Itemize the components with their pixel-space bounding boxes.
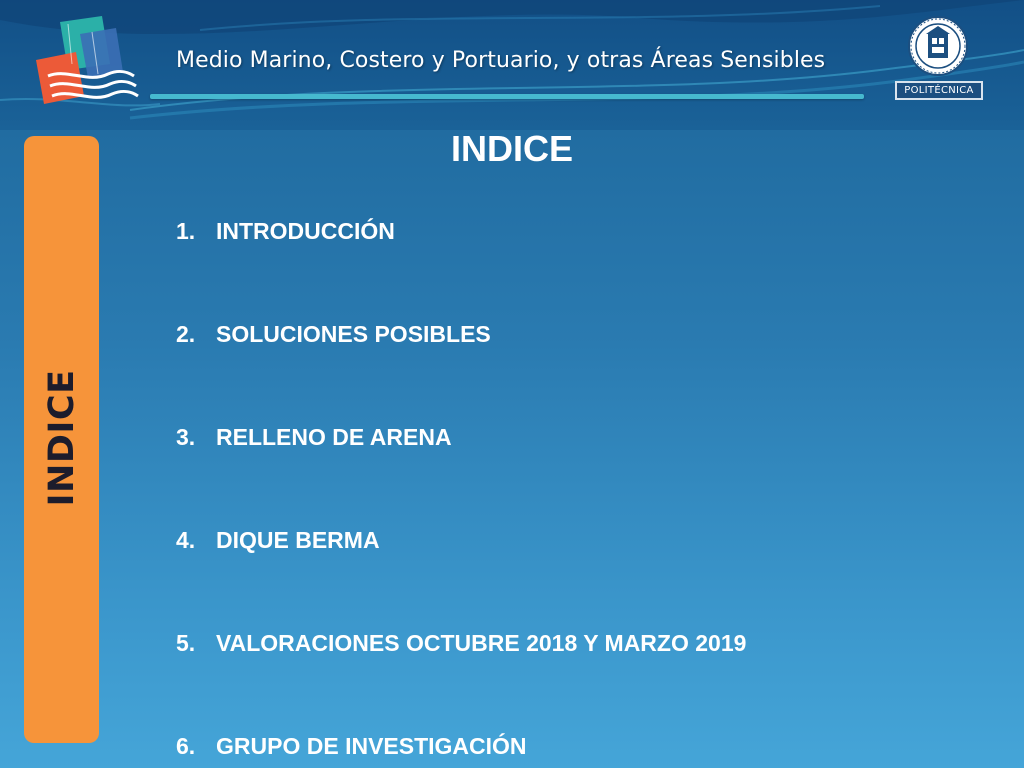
toc-item-number: 5. bbox=[176, 630, 196, 656]
toc-item-number: 4. bbox=[176, 527, 196, 553]
toc-item-label: INTRODUCCIÓN bbox=[216, 218, 395, 244]
header-rule bbox=[150, 94, 864, 99]
politecnica-badge: POLITÉCNICA bbox=[895, 81, 983, 100]
toc-item-3 bbox=[176, 424, 746, 527]
toc-item-1 bbox=[176, 218, 746, 321]
toc-item-label: DIQUE BERMA bbox=[216, 527, 380, 553]
toc-item-number: 2. bbox=[176, 321, 196, 347]
toc-item-2 bbox=[176, 321, 746, 424]
page-title-text: INDICE bbox=[450, 128, 573, 169]
page-title bbox=[0, 128, 1024, 170]
waves-squares-logo-icon bbox=[28, 14, 140, 114]
toc-item-number: 1. bbox=[176, 218, 196, 244]
side-bar-label: INDICE bbox=[42, 369, 82, 507]
toc-item-6 bbox=[176, 733, 746, 768]
toc-item-5 bbox=[176, 630, 746, 733]
toc-item-number: 6. bbox=[176, 733, 196, 759]
toc-item-4 bbox=[176, 527, 746, 630]
table-of-contents bbox=[176, 218, 746, 768]
toc-item-number: 3. bbox=[176, 424, 196, 450]
header-title: Medio Marino, Costero y Portuario, y otras Áreas Sensibles bbox=[176, 48, 826, 73]
toc-item-label: RELLENO DE ARENA bbox=[216, 424, 452, 450]
university-crest-icon bbox=[906, 14, 970, 84]
toc-item-label: VALORACIONES OCTUBRE 2018 Y MARZO 2019 bbox=[216, 630, 747, 656]
toc-item-label: GRUPO DE INVESTIGACIÓN bbox=[216, 733, 527, 759]
toc-item-label: SOLUCIONES POSIBLES bbox=[216, 321, 491, 347]
